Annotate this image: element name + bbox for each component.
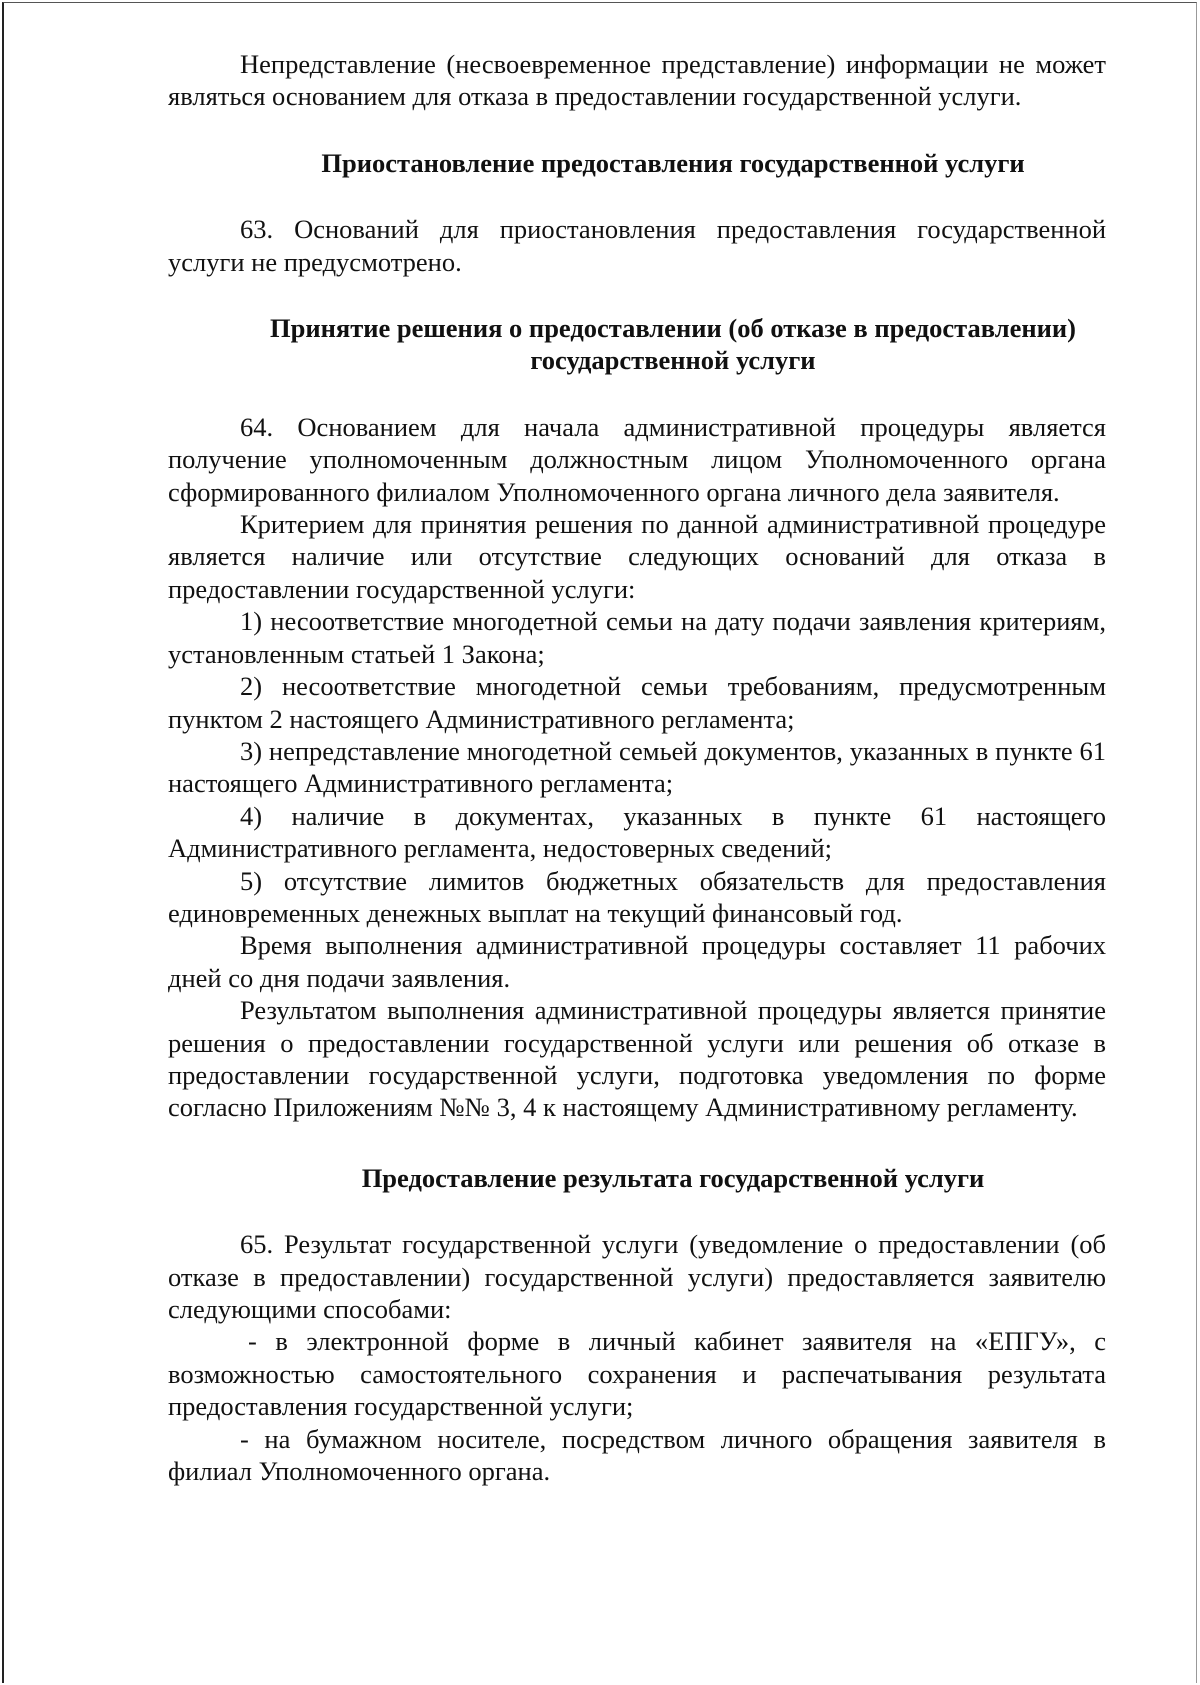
paragraph-result: Результатом выполнения административной процедуры является принятие решения о предоставлении государственной услуги или решения об отказе в предоставлении государственной услуги, подготовка уведомления по форме согласно Приложениям №№ 3, 4 к настоящему Административному регламенту. — [168, 995, 1106, 1123]
list-item: 3) непредставление многодетной семьей документов, указанных в пункте 61 настоящего Административного регламента; — [168, 735, 1106, 799]
heading-suspension: Приостановление предоставления государственной услуги — [321, 147, 1025, 178]
document-page — [168, 48, 1106, 1487]
paragraph-criterion: Критерием для принятия решения по данной административной процедуре является наличие или отсутствие следующих оснований для отказа в предоставлении государственной услуги: — [168, 509, 1106, 604]
paragraph-65: 65. Результат государственной услуги (уведомление о предоставлении (об отказе в предоставлении) государственной услуги) предоставляется заявителю следующими способами: — [168, 1229, 1106, 1324]
list-item: - на бумажном носителе, посредством личного обращения заявителя в филиал Уполномоченного органа. — [168, 1423, 1106, 1487]
paragraph-intro: Непредставление (несвоевременное представление) информации не может являться основанием для отказа в предоставлении государственной услуги. — [168, 49, 1106, 112]
list-item: - в электронной форме в личный кабинет заявителя на «ЕПГУ», с возможностью самостоятельного сохранения и распечатывания результата предоставления государственной услуги; — [168, 1326, 1106, 1422]
list-item: 4) наличие в документах, указанных в пункте 61 настоящего Административного регламента, недостоверных сведений; — [168, 800, 1106, 864]
paragraph-time: Время выполнения административной процедуры составляет 11 рабочих дней со дня подачи заявления. — [168, 930, 1106, 993]
heading-decision: Принятие решения о предоставлении (об отказе в предоставлении) государственной услуги — [270, 313, 1076, 376]
list-item: 5) отсутствие лимитов бюджетных обязательств для предоставления единовременных денежных выплат на текущий финансовый год. — [168, 865, 1106, 928]
paragraph-64: 64. Основанием для начала административной процедуры является получение уполномоченным должностным лицом Уполномоченного органа сформированного филиалом Уполномоченного органа личного дела заявителя. — [168, 411, 1106, 507]
list-item: 1) несоответствие многодетной семьи на дату подачи заявления критериям, установленным статьей 1 Закона; — [168, 606, 1106, 669]
heading-result: Предоставление результата государственной услуги — [361, 1162, 985, 1193]
paragraph-63: 63. Оснований для приостановления предоставления государственной услуги не предусмотрено. — [168, 214, 1106, 277]
list-item: 2) несоответствие многодетной семьи требованиям, предусмотренным пунктом 2 настоящего Административного регламента; — [168, 671, 1106, 734]
